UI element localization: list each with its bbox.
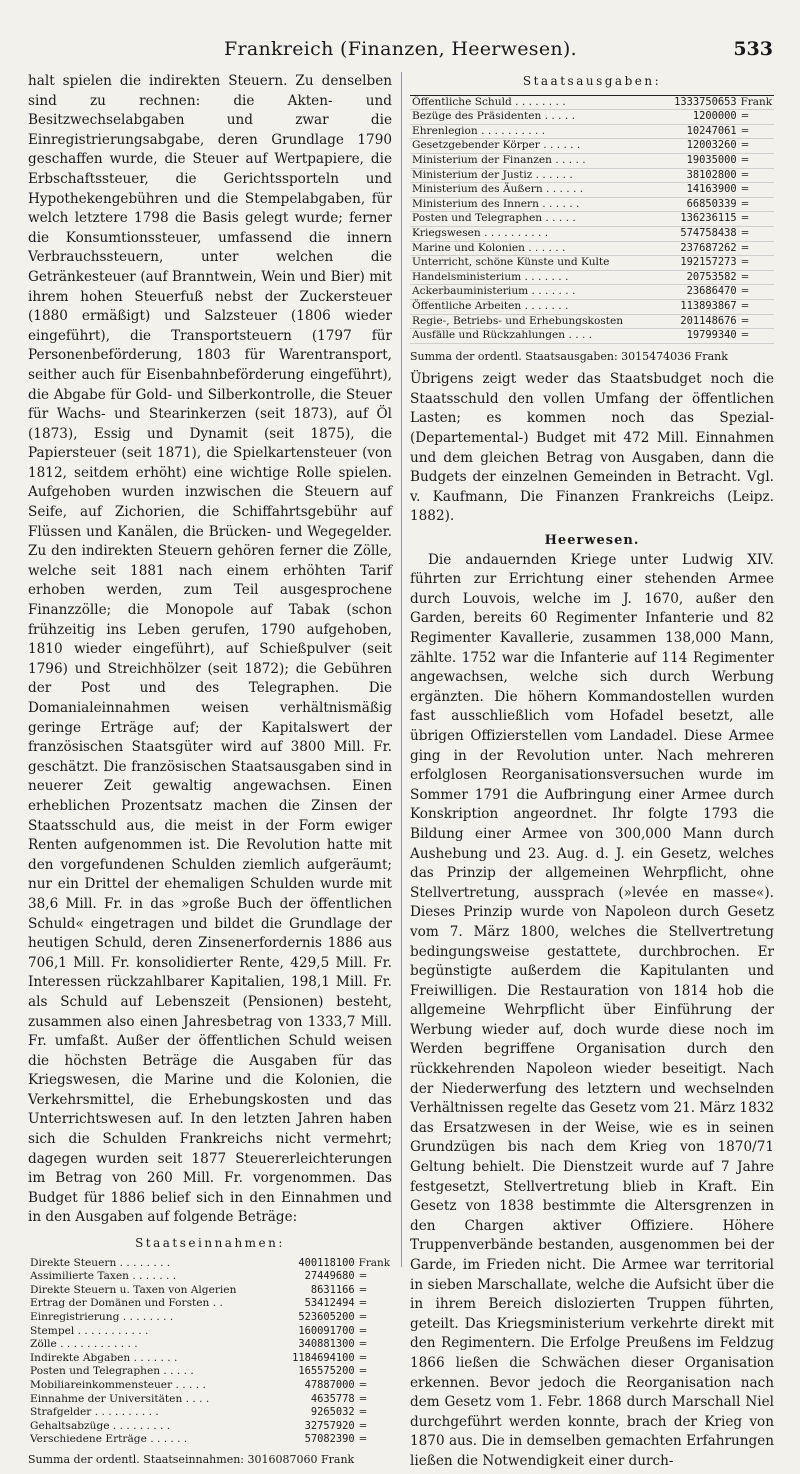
ledger-unit: Frank xyxy=(739,95,774,110)
table-row xyxy=(28,1297,392,1311)
table-row xyxy=(410,110,774,125)
ledger-amount: 237687262 xyxy=(636,241,739,256)
table-row xyxy=(28,1406,392,1420)
ledger-unit: = xyxy=(739,299,774,314)
ledger-amount: 4635778 xyxy=(310,1392,355,1405)
ledger-unit: = xyxy=(739,256,774,271)
ledger-unit: = xyxy=(358,1433,368,1446)
table-row xyxy=(28,1393,392,1407)
ledger-amount: 340881300 xyxy=(298,1338,355,1351)
table-row xyxy=(410,124,774,139)
ledger-unit: = xyxy=(739,110,774,125)
ledger-unit: = xyxy=(358,1406,368,1419)
ledger-item: Direkte Steuern u. Taxen von Algerien xyxy=(30,1283,237,1296)
table-row xyxy=(410,329,774,344)
table-row xyxy=(410,285,774,300)
ledger-amount: 66850339 xyxy=(636,197,739,212)
ledger-amount: 136236115 xyxy=(636,212,739,227)
table-row xyxy=(28,1325,392,1339)
ledger-item: Ministerium des Innern . . . . . . xyxy=(410,197,636,212)
ledger-amount: 1333750653 xyxy=(636,95,739,110)
ledger-amount: 160091700 xyxy=(298,1324,355,1337)
finance-paragraph: halt spielen die indirekten Steuern. Zu denselben sind zu rechnen: die Akten- und Besitzwechselabgaben und zwar die Einregistrierungsabgabe, deren Grundlage 1790 geschaffen wurde, die Steuer auf Wertpapiere, die Erbschaftssteuer, die Gerichtssporteln und Hypothekengebühren und die Stempelabgaben, für welch letztere 1798 die Basis gelegt wurde; ferner die Konsumtionssteuer, umfassend die innern Verbrauchssteuern, unter welchen die Getränkesteuer (auf Branntwein, Wein und Bier) mit ihrem hohen Steuerfuß nebst der Zuckersteuer (1880 ermäßigt) und Salzsteuer (1806 wieder eingeführt), die Transportsteuern (1797 für Personenbeförderung, 1803 für Warentransport, seither auch für Eisenbahnbeförderung eingeführt), die Abgabe für Gold- und Silberkontrolle, die Steuer für Wachs- und Stearinkerzen (seit 1873), auf Öl (1873), Essig und Dynamit (seit 1875), die Papiersteuer (seit 1871), die Spielkartensteuer (von 1812, seitdem erhöht) eine wichtige Rolle spielen. Aufgehoben wurden inzwischen die Steuern auf Seife, auf Zichorien, die Schiffahrtsgebühr auf Flüssen und Kanälen, die Brücken- und Wegegelder. Zu den indirekten Steuern gehören ferner die Zölle, welche seit 1881 nach einem erhöhten Tarif erhoben werden, zum Teil ausgesprochene Finanzzölle; die Monopole auf Tabak (schon frühzeitig ins Leben gerufen, 1790 aufgehoben, 1810 wieder eingeführt), auf Schießpulver (seit 1796) und Streichhölzer (seit 1872); die Gebühren der Post und des Telegraphen. Die Domanialeinnahmen weisen verhältnismäßig geringe Erträge auf; der Kapitalswert der französischen Staatsgüter wird auf 3800 Mill. Fr. geschätzt. Die französischen Staatsausgaben sind in neuerer Zeit gewaltig angewachsen. Einen erheblichen Prozentsatz machen die Zinsen der Staatsschuld aus, die meist in der Form ewiger Renten aufgenommen ist. Die Revolution hatte mit den vorgefundenen Schulden ziemlich aufgeräumt; nur ein Drittel der ehemaligen Schulden wurde mit 38,6 Mill. Fr. in das »große Buch der öffentlichen Schuld« eingetragen und bildet die Grundlage der heutigen Schuld, deren Zinsenerfordernis 1886 aus 706,1 Mill. Fr. konsolidierter Rente, 429,5 Mill. Fr. Interessen rückzahlbarer Kapitalien, 198,1 Mill. Fr. als Schuld auf Lebenszeit (Pensionen) besteht, zusammen also einen Jahresbetrag von 1333,7 Mill. Fr. umfaßt. Außer der öffentlichen Schuld weisen die höchsten Beträge die Ausgaben für das Kriegswesen, die Marine und die Kolonien, die Verkehrsmittel, die Erhebungskosten und das Unterrichtswesen auf. In den letzten Jahren haben sich die Schulden Frankreichs nicht vermehrt; dagegen wurden seit 1877 Steuererleichterungen im Betrag von 260 Mill. Fr. vorgenommen. Das Budget für 1886 belief sich in den Einnahmen und in den Ausgaben auf folgende Beträge: xyxy=(28,73,392,1226)
table-row xyxy=(28,1270,392,1284)
revenue-total-label: Summa der ordentl. Staatseinnahmen: xyxy=(28,1452,244,1466)
ledger-item: Strafgelder . . . . . . . . . . xyxy=(30,1406,159,1419)
ledger-item: Marine und Kolonien . . . . . . xyxy=(410,241,636,256)
ledger-unit: = xyxy=(739,139,774,154)
ledger-amount: 1184694100 xyxy=(292,1351,355,1364)
table-row xyxy=(410,241,774,256)
ledger-amount: 201148676 xyxy=(636,314,739,329)
table-row xyxy=(410,183,774,198)
ledger-item: Ministerium der Justiz . . . . . . xyxy=(410,168,636,183)
table-row xyxy=(410,226,774,241)
table-row xyxy=(410,270,774,285)
ledger-amount: 8631166 xyxy=(310,1283,355,1296)
ledger-item: Stempel . . . . . . . . . . . xyxy=(30,1324,149,1337)
ledger-item: Bezüge des Präsidenten . . . . . xyxy=(410,110,636,125)
ledger-item: Ministerium der Finanzen . . . . . xyxy=(410,153,636,168)
table-row xyxy=(410,153,774,168)
ledger-amount: 32757920 xyxy=(304,1419,355,1432)
expense-total-unit: Frank xyxy=(694,349,728,363)
ledger-unit: = xyxy=(358,1351,368,1364)
ledger-amount: 27449680 xyxy=(304,1270,355,1283)
section-heading-heerwesen: Heerwesen. xyxy=(544,533,640,549)
running-title: Frankreich (Finanzen, Heerwesen). xyxy=(224,38,577,60)
table-row xyxy=(28,1311,392,1325)
ledger-item: Posten und Telegraphen . . . . . xyxy=(410,212,636,227)
ledger-unit: = xyxy=(739,183,774,198)
ledger-item: Assimilierte Taxen . . . . . . . xyxy=(30,1270,177,1283)
ledger-unit: = xyxy=(358,1392,368,1405)
ledger-amount: 10247061 xyxy=(636,124,739,139)
table-row xyxy=(28,1338,392,1352)
ledger-unit: = xyxy=(739,241,774,256)
expense-total xyxy=(410,347,774,367)
left-column xyxy=(28,72,392,1474)
table-row xyxy=(410,139,774,154)
table-row xyxy=(28,1284,392,1298)
ledger-unit: = xyxy=(739,329,774,344)
table-row xyxy=(28,1352,392,1366)
heerwesen-paragraph: Die andauernden Kriege unter Ludwig XIV. führten zur Errichtung einer stehenden Armee durch Louvois, welche im J. 1670, außer den Garden, bereits 60 Regimenter Infanterie und 82 Regimenter Kavallerie, zusammen 138,000 Mann, zählte. 1752 war die Infanterie auf 114 Regimenter angewachsen, welche sich durch Werbung ergänzten. Die höhern Kommandostellen wurden fast ausschließlich vom Hofadel besetzt, alle übrigen Offizierstellen vom Landadel. Diese Armee ging in der Revolution unter. Nach mehreren erfolglosen Reorganisationsversuchen wurde im Sommer 1791 die Aufbringung einer Armee durch Konskription angeordnet. Ihr folgte 1793 die Bildung einer Armee von 300,000 Mann durch Aushebung und 23. Aug. d. J. ein Gesetz, welches das Prinzip der allgemeinen Wehrpflicht, ohne Stellvertretung, aussprach (»levée en masse«). Dieses Prinzip wurde von Napoleon durch Gesetz vom 7. März 1800, welches die Stellvertretung bedingungsweise gestattete, durchbrochen. Er begünstigte außerdem die Kapitulanten und Freiwilligen. Die Restauration von 1814 hob die allgemeine Wehrpflicht über Einführung der Werbung wieder auf, doch wurde diese noch im Werden begriffene Organisation durch den rückkehrenden Napoleon wieder beseitigt. Nach der Niederwerfung des letztern und wechselnden Verhältnissen regelte das Gesetz vom 21. März 1832 das Ersatzwesen in der Weise, wie es in seinen Grundzügen bis nach dem Krieg von 1870/71 Geltung behielt. Die Dienstzeit wurde auf 7 Jahre festgesetzt, Stellvertretung blieb in Kraft. Ein Gesetz von 1838 bestimmte die Altersgrenzen in den Chargen aktiver Offiziere. Höhere Truppenverbände bestanden, ausgenommen bei der Garde, im Frieden nicht. Die Armee war territorial in sieben Marschallate, welche die Aufsicht über die in ihrem Bereich dislozierten Truppen führten, geteilt. Das Kriegsministerium verkehrte direkt mit den Regimentern. Die Erfolge Preußens im Feldzug 1866 ließen die Schwächen dieser Organisation erkennen. Bevor jedoch die Reorganisation nach dem Gesetz vom 1. Febr. 1868 durch Marschall Niel durchgeführt werden konnte, brach der Krieg von 1870 aus. Die in demselben gemachten Erfahrungen ließen die Notwendigkeit einer durch- xyxy=(410,551,775,1469)
ledger-item: Verschiedene Erträge . . . . . . xyxy=(30,1433,188,1446)
page-number: 533 xyxy=(733,38,773,60)
ledger-unit: = xyxy=(739,270,774,285)
table-row xyxy=(28,1257,392,1271)
table-row xyxy=(410,95,774,110)
ledger-unit: = xyxy=(358,1270,368,1283)
ledger-item: Ministerium des Äußern . . . . . . xyxy=(410,183,636,198)
ledger-item: Einnahme der Universitäten . . . . xyxy=(30,1392,210,1405)
ledger-amount: 574758438 xyxy=(636,226,739,241)
ledger-item: Zölle . . . . . . . . . . . . xyxy=(30,1338,138,1351)
expense-total-label: Summa der ordentl. Staatsausgaben: xyxy=(410,349,618,363)
ledger-unit: = xyxy=(358,1297,368,1310)
ledger-item: Öffentliche Arbeiten . . . . . . . xyxy=(410,299,636,314)
ledger-unit: = xyxy=(358,1283,368,1296)
ledger-unit: = xyxy=(739,153,774,168)
ledger-amount: 19035000 xyxy=(636,153,739,168)
ledger-amount: 192157273 xyxy=(636,256,739,271)
ledger-unit: = xyxy=(739,226,774,241)
table-row xyxy=(28,1379,392,1393)
table-row xyxy=(410,299,774,314)
page-header xyxy=(28,38,773,68)
ledger-item: Handelsministerium . . . . . . . xyxy=(410,270,636,285)
right-column xyxy=(410,72,774,1472)
expense-table xyxy=(410,95,774,344)
ledger-item: Einregistrierung . . . . . . . . xyxy=(30,1311,174,1323)
revenue-total xyxy=(28,1450,392,1470)
ledger-amount: 20753582 xyxy=(636,270,739,285)
ledger-amount: 9265032 xyxy=(310,1406,355,1419)
ledger-amount: 113893867 xyxy=(636,299,739,314)
ledger-unit: = xyxy=(739,124,774,139)
ledger-unit: = xyxy=(739,285,774,300)
ledger-unit: = xyxy=(739,197,774,212)
ledger-item: Ehrenlegion . . . . . . . . . . xyxy=(410,124,636,139)
ledger-amount: 38102800 xyxy=(636,168,739,183)
budget-note-paragraph: Übrigens zeigt weder das Staatsbudget noch die Staatsschuld den vollen Umfang der öffentlichen Lasten; es kommen noch das Spezial- (Departemental-) Budget mit 472 Mill. Einnahmen und dem gleichen Betrag von Ausgaben, dann die Budgets der einzelnen Gemeinden in Betracht. Vgl. v. Kaufmann, Die Finanzen Frankreichs (Leipz. 1882). xyxy=(410,371,774,525)
ledger-amount: 47887000 xyxy=(304,1378,355,1391)
ledger-amount: 23686470 xyxy=(636,285,739,300)
ledger-item: Mobiliareinkommensteuer . . . . . xyxy=(30,1378,206,1391)
table-row xyxy=(410,168,774,183)
ledger-amount: 19799340 xyxy=(636,329,739,344)
ledger-item: Gehaltsabzüge . . . . . . . . . xyxy=(30,1419,171,1432)
ledger-unit: = xyxy=(358,1378,368,1391)
column-divider xyxy=(401,72,402,1267)
ledger-amount: 165575200 xyxy=(298,1365,355,1378)
ledger-unit: = xyxy=(739,314,774,329)
revenue-table xyxy=(28,1257,392,1447)
ledger-amount: 53412494 xyxy=(304,1297,355,1310)
ledger-item: Gesetzgebender Körper . . . . . . xyxy=(410,139,636,154)
ledger-amount: 12003260 xyxy=(636,139,739,154)
table-row xyxy=(410,212,774,227)
table-row xyxy=(410,197,774,212)
ledger-amount: 1200000 xyxy=(636,110,739,125)
revenue-total-amount: 3016087060 xyxy=(247,1452,318,1466)
table-row xyxy=(28,1433,392,1447)
expense-total-amount: 3015474036 xyxy=(621,349,692,363)
ledger-unit: = xyxy=(358,1419,368,1432)
ledger-unit: = xyxy=(358,1324,368,1337)
ledger-amount: 14163900 xyxy=(636,183,739,198)
ledger-item: Direkte Steuern . . . . . . . . xyxy=(30,1256,171,1269)
ledger-unit: = xyxy=(358,1365,368,1378)
table-row xyxy=(410,256,774,271)
ledger-item: Regie-, Betriebs- und Erhebungskosten xyxy=(410,314,636,329)
ledger-item: Ausfälle und Rückzahlungen . . . . xyxy=(410,329,636,344)
ledger-item: Indirekte Abgaben . . . . . . . xyxy=(30,1351,178,1364)
ledger-item: Öffentliche Schuld . . . . . . . . xyxy=(410,95,636,110)
expense-table-caption: Staatsausgaben: xyxy=(522,74,662,88)
ledger-item: Posten und Telegraphen . . . . . xyxy=(30,1365,194,1378)
ledger-amount: 400118100 xyxy=(298,1256,355,1269)
ledger-unit: = xyxy=(739,212,774,227)
table-row xyxy=(28,1365,392,1379)
revenue-table-caption: Staatseinnahmen: xyxy=(135,1236,285,1251)
ledger-unit: = xyxy=(358,1311,368,1323)
revenue-total-unit: Frank xyxy=(321,1452,355,1466)
ledger-unit: = xyxy=(358,1338,368,1351)
ledger-item: Unterricht, schöne Künste und Kulte xyxy=(410,256,636,271)
ledger-item: Ertrag der Domänen und Forsten . . xyxy=(30,1297,223,1310)
ledger-amount: 57082390 xyxy=(304,1433,355,1446)
table-row xyxy=(28,1420,392,1434)
ledger-amount: 523605200 xyxy=(298,1311,355,1323)
table-row xyxy=(410,314,774,329)
ledger-item: Ackerbauministerium . . . . . . . xyxy=(410,285,636,300)
ledger-item: Kriegswesen . . . . . . . . . . xyxy=(410,226,636,241)
ledger-unit: = xyxy=(739,168,774,183)
ledger-unit: Frank xyxy=(358,1256,390,1269)
